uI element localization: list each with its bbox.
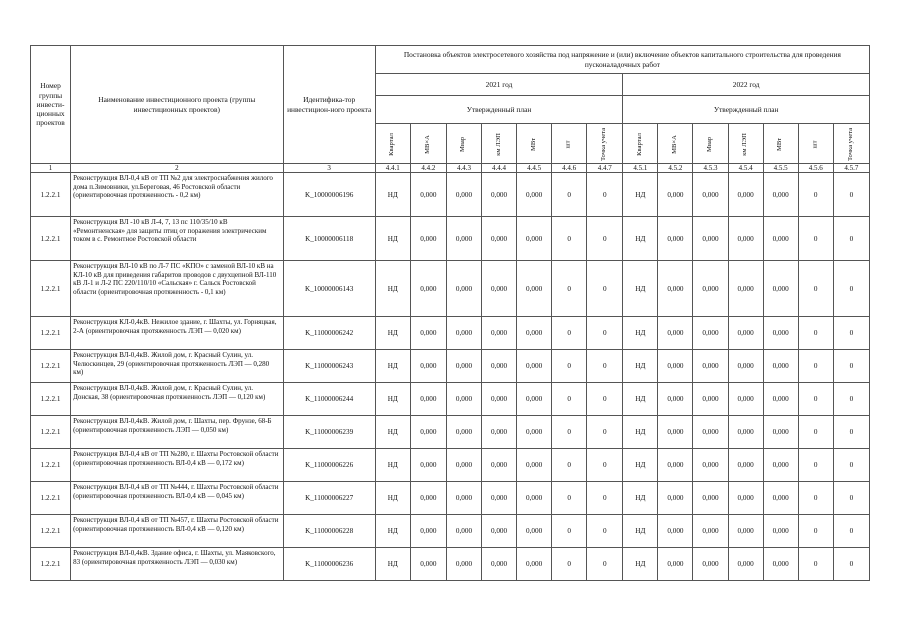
value-cell-y2021: 0,000 [517,482,552,515]
unit-header-y2022-5 [798,124,833,164]
column-number: 4.4.5 [517,164,552,173]
group-number-cell: 1.2.2.1 [31,317,71,350]
value-cell-y2022: НД [623,217,658,261]
value-cell-y2021: 0,000 [517,173,552,217]
unit-header-label: км ЛЭП [494,133,502,156]
table-row [31,317,870,350]
column-number: 2 [71,164,283,173]
value-cell-y2022: 0 [833,317,869,350]
value-cell-y2022: 0,000 [658,317,693,350]
value-cell-y2021: 0 [552,383,587,416]
group-number-cell: 1.2.2.1 [31,350,71,383]
column-number: 4.4.7 [587,164,623,173]
header-year-2022: 2022 год [623,74,870,96]
group-number-cell: 1.2.2.1 [31,261,71,317]
value-cell-y2021: 0,000 [410,383,446,416]
value-cell-y2021: 0,000 [410,261,446,317]
value-cell-y2022: 0,000 [693,482,728,515]
project-id-cell: K_11000006236 [283,548,375,581]
header-project-name: Наименование инвестиционного проекта (группы инвестиционных проектов) [71,46,283,164]
project-id-cell: K_11000006227 [283,482,375,515]
value-cell-y2022: 0,000 [693,548,728,581]
investment-table-sheet [30,45,870,581]
value-cell-y2022: 0,000 [728,449,763,482]
value-cell-y2022: 0,000 [763,515,798,548]
value-cell-y2021: 0,000 [481,515,516,548]
value-cell-y2021: 0,000 [517,383,552,416]
value-cell-y2022: 0,000 [693,350,728,383]
value-cell-y2022: 0 [833,383,869,416]
column-number: 4.4.6 [552,164,587,173]
group-number-cell: 1.2.2.1 [31,515,71,548]
value-cell-y2021: 0 [587,548,623,581]
group-number-cell: 1.2.2.1 [31,217,71,261]
value-cell-y2021: 0 [552,515,587,548]
value-cell-y2021: 0 [587,350,623,383]
unit-header-label: Квартал [388,133,396,156]
unit-header-y2021-3 [481,124,516,164]
value-cell-y2021: 0 [552,217,587,261]
value-cell-y2022: 0,000 [763,317,798,350]
table-row [31,515,870,548]
value-cell-y2022: 0,000 [728,173,763,217]
unit-header-label: МВ×А [670,135,678,154]
value-cell-y2022: НД [623,416,658,449]
group-number-cell: 1.2.2.1 [31,449,71,482]
unit-header-label: Мвар [706,136,714,153]
column-number: 4.5.1 [623,164,658,173]
value-cell-y2021: 0 [587,416,623,449]
unit-header-label: МВт [529,137,537,152]
value-cell-y2021: 0,000 [446,482,481,515]
value-cell-y2022: 0,000 [728,548,763,581]
value-cell-y2021: 0,000 [446,515,481,548]
value-cell-y2021: 0,000 [481,350,516,383]
unit-header-y2022-2 [693,124,728,164]
value-cell-y2022: 0,000 [658,449,693,482]
header-approved-plan-2021: Утвержденный план [375,96,623,124]
value-cell-y2022: 0,000 [728,416,763,449]
value-cell-y2022: НД [623,261,658,317]
value-cell-y2022: 0 [798,261,833,317]
unit-header-label: Точка учета [600,127,608,162]
table-row [31,217,870,261]
column-number: 4.4.2 [410,164,446,173]
value-cell-y2021: 0 [552,261,587,317]
table-row [31,350,870,383]
table-row [31,383,870,416]
column-number: 4.5.2 [658,164,693,173]
value-cell-y2021: 0 [552,416,587,449]
value-cell-y2021: 0,000 [410,317,446,350]
value-cell-y2022: 0 [798,416,833,449]
value-cell-y2022: 0,000 [658,350,693,383]
value-cell-y2021: 0,000 [481,482,516,515]
value-cell-y2022: 0,000 [658,416,693,449]
value-cell-y2021: 0,000 [481,383,516,416]
unit-header-label: МВт [776,137,784,152]
value-cell-y2021: 0,000 [410,482,446,515]
value-cell-y2021: 0,000 [517,449,552,482]
unit-header-y2022-1 [658,124,693,164]
value-cell-y2022: 0,000 [728,317,763,350]
group-number-cell: 1.2.2.1 [31,173,71,217]
unit-header-y2021-6 [587,124,623,164]
header-year-2021: 2021 год [375,74,623,96]
value-cell-y2022: 0 [798,515,833,548]
project-name-cell: Реконструкция ВЛ-0,4кВ. Здание офиса, г. Шахты, ул. Маяковского, 83 (ориентировочная протяженность ЛЭП — 0,030 км) [71,548,283,581]
value-cell-y2021: 0,000 [481,416,516,449]
unit-header-y2021-5 [552,124,587,164]
column-number: 4.5.4 [728,164,763,173]
value-cell-y2022: 0,000 [693,383,728,416]
value-cell-y2022: 0 [798,350,833,383]
value-cell-y2022: 0,000 [693,317,728,350]
value-cell-y2021: НД [375,173,410,217]
value-cell-y2021: 0,000 [481,261,516,317]
value-cell-y2022: 0,000 [763,449,798,482]
value-cell-y2022: НД [623,548,658,581]
value-cell-y2021: 0 [552,350,587,383]
project-id-cell: K_10000006196 [283,173,375,217]
value-cell-y2022: 0,000 [658,173,693,217]
column-number: 1 [31,164,71,173]
value-cell-y2022: 0,000 [763,173,798,217]
value-cell-y2021: 0 [552,449,587,482]
value-cell-y2021: 0,000 [410,449,446,482]
value-cell-y2021: 0,000 [410,548,446,581]
project-name-cell: Реконструкция ВЛ-0,4 кВ от ТП №444, г. Шахты Ростовской области (ориентировочная протяженность ВЛ-0,4 кВ — 0,045 км) [71,482,283,515]
value-cell-y2021: 0,000 [410,350,446,383]
value-cell-y2022: 0 [833,173,869,217]
table-row [31,173,870,217]
value-cell-y2021: 0,000 [446,416,481,449]
value-cell-y2022: НД [623,350,658,383]
value-cell-y2021: 0,000 [517,515,552,548]
value-cell-y2021: 0,000 [517,350,552,383]
column-number: 4.4.1 [375,164,410,173]
unit-header-y2022-6 [833,124,869,164]
value-cell-y2022: НД [623,482,658,515]
group-number-cell: 1.2.2.1 [31,383,71,416]
value-cell-y2022: 0,000 [763,217,798,261]
project-name-cell: Реконструкция ВЛ-0,4 кВ от ТП №457, г. Шахты Ростовской области (ориентировочная протяженность ВЛ-0,4 кВ — 0,120 км) [71,515,283,548]
value-cell-y2022: 0 [833,482,869,515]
header-identifier: Идентифика-тор инвестицион-ного проекта [283,46,375,164]
value-cell-y2021: НД [375,449,410,482]
value-cell-y2022: 0,000 [693,515,728,548]
unit-header-y2021-4 [517,124,552,164]
column-number: 4.4.3 [446,164,481,173]
value-cell-y2021: НД [375,383,410,416]
value-cell-y2021: 0,000 [481,217,516,261]
project-id-cell: K_11000006244 [283,383,375,416]
value-cell-y2021: НД [375,217,410,261]
value-cell-y2021: 0,000 [446,217,481,261]
value-cell-y2021: 0,000 [446,261,481,317]
group-number-cell: 1.2.2.1 [31,416,71,449]
value-cell-y2021: 0,000 [481,317,516,350]
unit-header-y2021-0 [375,124,410,164]
value-cell-y2022: 0 [833,515,869,548]
table-row [31,261,870,317]
unit-header-y2022-3 [728,124,763,164]
value-cell-y2022: 0,000 [693,217,728,261]
project-name-cell: Реконструкция ВЛ-0,4кВ. Жилой дом, г. Шахты, пер. Фрунзе, 68-Б (ориентировочная протяженность ЛЭП — 0,050 км) [71,416,283,449]
column-number: 3 [283,164,375,173]
project-name-cell: Реконструкция ВЛ -10 кВ Л-4, 7, 13 пс 110/35/10 кВ «Ремонтненская» для защиты птиц от поражения электрическим током в с. Ремонтное Ростовской области [71,217,283,261]
value-cell-y2022: НД [623,515,658,548]
project-id-cell: K_11000006239 [283,416,375,449]
unit-header-label: МВ×А [423,135,431,154]
unit-header-label: шт [811,140,819,149]
table-row [31,548,870,581]
value-cell-y2021: 0,000 [481,173,516,217]
value-cell-y2022: 0,000 [693,449,728,482]
value-cell-y2021: 0,000 [446,173,481,217]
value-cell-y2021: 0 [587,449,623,482]
value-cell-y2022: 0 [798,173,833,217]
table-row [31,482,870,515]
value-cell-y2022: 0 [798,548,833,581]
project-name-cell: Реконструкция ВЛ-10 кВ по Л-7 ПС «КПО» с заменой ВЛ-10 кВ на КЛ-10 кВ для приведения габаритов проводов с двухцепной ВЛ-110 кВ Л-1 и Л-2 ПС 220/110/10 «Сальская» г. Сальск Ростовской области (ориентировочная протяженность - 0,1 км) [71,261,283,317]
value-cell-y2021: 0 [552,548,587,581]
value-cell-y2021: 0,000 [517,261,552,317]
value-cell-y2021: НД [375,416,410,449]
unit-header-label: Мвар [459,136,467,153]
table-row [31,416,870,449]
value-cell-y2022: 0,000 [728,383,763,416]
value-cell-y2021: 0,000 [410,515,446,548]
value-cell-y2022: 0,000 [658,515,693,548]
value-cell-y2021: 0,000 [481,548,516,581]
unit-header-label: Точка учета [846,127,854,162]
unit-header-y2021-2 [446,124,481,164]
value-cell-y2022: 0,000 [658,261,693,317]
value-cell-y2022: 0,000 [693,261,728,317]
project-id-cell: K_11000006226 [283,449,375,482]
unit-header-label: Квартал [635,133,643,156]
header-commissioning: Постановка объектов электросетевого хозяйства под напряжение и (или) включение объектов капитального строительства для проведения пусконаладочных работ [375,46,869,74]
project-id-cell: K_11000006242 [283,317,375,350]
value-cell-y2022: 0 [833,449,869,482]
value-cell-y2021: НД [375,317,410,350]
value-cell-y2022: 0,000 [658,548,693,581]
value-cell-y2021: НД [375,515,410,548]
value-cell-y2022: 0,000 [658,383,693,416]
value-cell-y2021: 0 [552,482,587,515]
unit-header-y2021-1 [410,124,446,164]
value-cell-y2021: 0 [587,317,623,350]
value-cell-y2021: 0 [587,482,623,515]
value-cell-y2022: 0,000 [693,416,728,449]
value-cell-y2022: 0,000 [728,261,763,317]
column-number: 4.5.6 [798,164,833,173]
value-cell-y2021: 0 [587,383,623,416]
value-cell-y2021: 0 [587,173,623,217]
investment-table [30,45,870,581]
project-name-cell: Реконструкция ВЛ-0,4кВ. Жилой дом, г. Красный Сулин, ул. Донская, 38 (ориентировочная протяженность ЛЭП — 0,120 км) [71,383,283,416]
value-cell-y2022: 0,000 [763,261,798,317]
value-cell-y2022: 0,000 [728,482,763,515]
value-cell-y2022: НД [623,449,658,482]
column-number: 4.4.4 [481,164,516,173]
group-number-cell: 1.2.2.1 [31,482,71,515]
project-id-cell: K_10000006118 [283,217,375,261]
project-name-cell: Реконструкция ВЛ-0,4кВ. Жилой дом, г. Красный Сулин, ул. Челюскинцев, 29 (ориентировочная протяженность ЛЭП — 0,280 км) [71,350,283,383]
value-cell-y2022: 0 [833,217,869,261]
value-cell-y2021: 0 [587,217,623,261]
value-cell-y2022: 0,000 [728,350,763,383]
project-id-cell: K_11000006243 [283,350,375,383]
value-cell-y2022: 0,000 [763,350,798,383]
value-cell-y2021: 0,000 [446,383,481,416]
value-cell-y2021: НД [375,548,410,581]
value-cell-y2022: 0 [833,261,869,317]
value-cell-y2021: 0,000 [446,449,481,482]
value-cell-y2022: НД [623,317,658,350]
value-cell-y2021: 0,000 [410,416,446,449]
header-group-number: Номер группы инвести-ционных проектов [31,46,71,164]
value-cell-y2021: 0 [587,515,623,548]
table-row [31,449,870,482]
value-cell-y2022: 0 [833,416,869,449]
value-cell-y2022: НД [623,173,658,217]
value-cell-y2022: 0 [798,317,833,350]
value-cell-y2021: 0,000 [446,317,481,350]
value-cell-y2022: 0 [833,548,869,581]
value-cell-y2021: 0,000 [517,416,552,449]
project-name-cell: Реконструкция КЛ-0,4кВ. Нежилое здание, г. Шахты, ул. Горняцкая, 2-А (ориентировочная протяженность ЛЭП — 0,020 км) [71,317,283,350]
column-number: 4.5.3 [693,164,728,173]
value-cell-y2022: 0,000 [728,217,763,261]
value-cell-y2022: 0,000 [763,383,798,416]
unit-header-y2022-0 [623,124,658,164]
project-id-cell: K_11000006228 [283,515,375,548]
value-cell-y2022: 0,000 [728,515,763,548]
value-cell-y2022: 0 [833,350,869,383]
value-cell-y2021: 0,000 [517,548,552,581]
value-cell-y2021: 0 [552,317,587,350]
unit-header-label: км ЛЭП [741,133,749,156]
value-cell-y2021: 0,000 [410,173,446,217]
value-cell-y2021: 0,000 [517,217,552,261]
value-cell-y2022: 0,000 [658,217,693,261]
project-id-cell: K_10000006143 [283,261,375,317]
value-cell-y2021: 0 [552,173,587,217]
value-cell-y2021: 0,000 [446,548,481,581]
value-cell-y2022: 0,000 [763,548,798,581]
value-cell-y2022: 0 [798,383,833,416]
group-number-cell: 1.2.2.1 [31,548,71,581]
value-cell-y2022: 0 [798,449,833,482]
value-cell-y2022: 0,000 [763,482,798,515]
value-cell-y2022: 0 [798,482,833,515]
value-cell-y2021: НД [375,482,410,515]
header-approved-plan-2022: Утвержденный план [623,96,870,124]
project-name-cell: Реконструкция ВЛ-0,4 кВ от ТП №280, г. Шахты Ростовской области (ориентировочная протяженность ВЛ-0,4 кВ — 0,172 км) [71,449,283,482]
unit-header-label: шт [564,140,572,149]
value-cell-y2021: НД [375,261,410,317]
value-cell-y2022: 0 [798,217,833,261]
project-name-cell: Реконструкция ВЛ-0,4 кВ от ТП №2 для электроснабжения жилого дома п.Зимовники, ул.Береговая, 46 Ростовской области (ориентировочная протяженность - 0,2 км) [71,173,283,217]
unit-header-y2022-4 [763,124,798,164]
value-cell-y2021: 0,000 [410,217,446,261]
value-cell-y2022: 0,000 [693,173,728,217]
value-cell-y2022: НД [623,383,658,416]
value-cell-y2021: НД [375,350,410,383]
value-cell-y2021: 0,000 [446,350,481,383]
value-cell-y2021: 0,000 [517,317,552,350]
value-cell-y2021: 0 [587,261,623,317]
column-number: 4.5.7 [833,164,869,173]
value-cell-y2022: 0,000 [658,482,693,515]
value-cell-y2021: 0,000 [481,449,516,482]
value-cell-y2022: 0,000 [763,416,798,449]
column-number: 4.5.5 [763,164,798,173]
